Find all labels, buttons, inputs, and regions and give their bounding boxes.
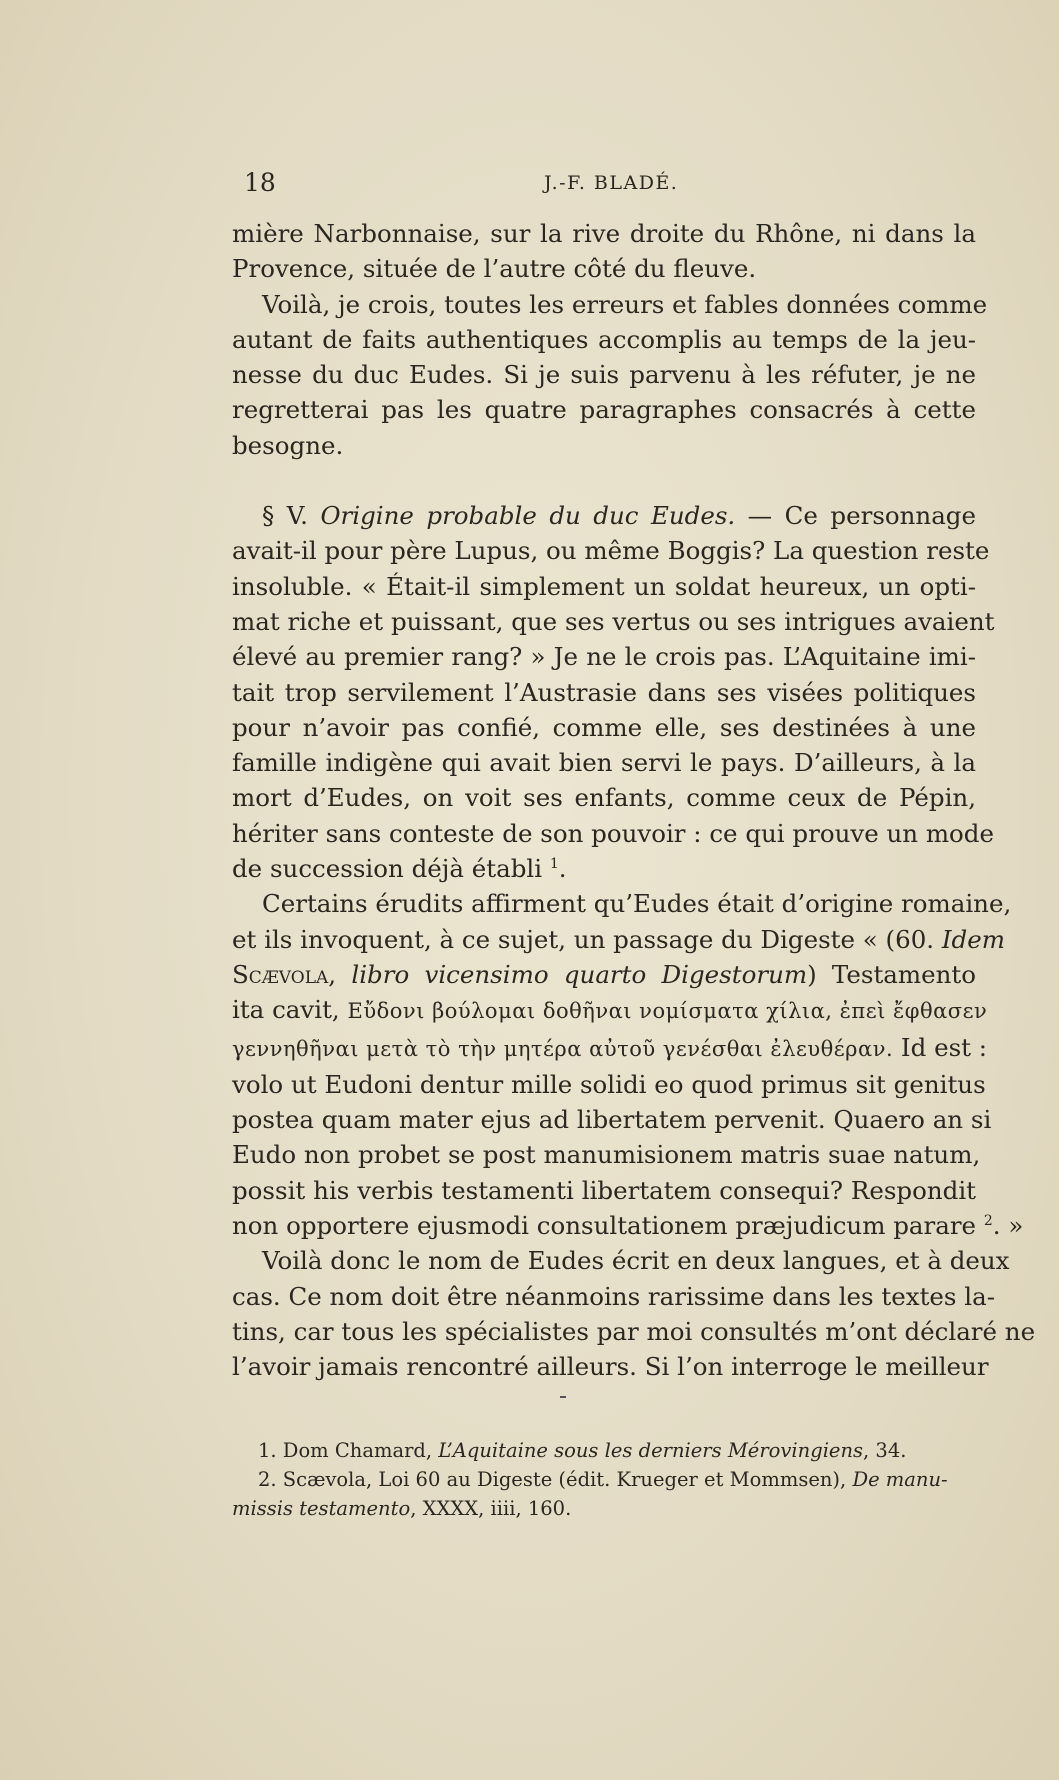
- work-title-italic: De manu-: [852, 1468, 948, 1491]
- text-line: mort d’Eudes, on voit ses enfants, comme ceux de Pépin,: [232, 783, 976, 813]
- text-line: besogne.: [232, 430, 344, 460]
- text-line: regretterai pas les quatre paragraphes consacrés à cette: [232, 395, 976, 425]
- section-title: Origine probable du duc Eudes.: [320, 501, 736, 531]
- author-smallcaps: Scævola: [232, 959, 329, 989]
- text-fragment: . »: [992, 1211, 1024, 1241]
- text-line: insoluble. « Était-il simplement un soldat heureux, un opti-: [232, 571, 976, 601]
- section-v-paragraph: [232, 498, 995, 886]
- book-title-italic: L’Aquitaine sous les derniers Mérovingiens: [438, 1439, 864, 1462]
- text-line: cas. Ce nom doit être néanmoins rarissime dans les textes la-: [232, 1281, 996, 1311]
- latin-italic: libro vicensimo quarto Digestorum: [351, 959, 808, 989]
- running-head: J.-F. BLADÉ.: [544, 172, 679, 194]
- text-line: avait-il pour père Lupus, ou même Boggis? La question reste: [232, 536, 990, 566]
- text-line: [232, 992, 988, 1029]
- text-line: volo ut Eudoni dentur mille solidi eo quod primus sit genitus: [232, 1069, 986, 1099]
- text-line: Provence, située de l’autre côté du fleuve.: [232, 254, 757, 284]
- footnote-separator: [560, 1396, 566, 1398]
- text-line: postea quam mater ejus ad libertatem pervenit. Quaero an si: [232, 1105, 992, 1135]
- paragraph-2: [232, 287, 988, 463]
- greek-text: Εὔδονι βούλομαι δοθῆναι νομίσματα χίλια, ἐπεὶ ἔφθασεν: [347, 999, 988, 1024]
- page-number: 18: [244, 168, 276, 197]
- text-line: Voilà donc le nom de Eudes écrit en deux langues, et à deux: [262, 1246, 1010, 1276]
- text-line: autant de faits authentiques accomplis au temps de la jeu-: [232, 324, 976, 354]
- text-line: mière Narbonnaise, sur la rive droite du Rhône, ni dans la: [232, 219, 976, 248]
- text-line: Voilà, je crois, toutes les erreurs et fables données comme: [262, 289, 988, 319]
- work-title-italic: missis testamento: [232, 1497, 411, 1520]
- text-fragment: — Ce personnage: [735, 501, 976, 531]
- footnotes: [232, 1436, 976, 1523]
- body-text: [232, 216, 1036, 1385]
- latin-italic: Idem: [941, 924, 1005, 954]
- text-line: hériter sans conteste de son pouvoir : ce qui prouve un mode: [232, 818, 994, 848]
- text-line: famille indigène qui avait bien servi le pays. D’ailleurs, à la: [232, 748, 976, 778]
- text-fragment: .: [558, 854, 567, 884]
- footnote-ref-2[interactable]: 2: [983, 1212, 993, 1229]
- text-line: [232, 851, 976, 886]
- text-line: mat riche et puissant, que ses vertus ou ses intrigues avaient: [232, 606, 995, 636]
- text-line: tins, car tous les spécialistes par moi consultés m’ont déclaré ne: [232, 1316, 1036, 1346]
- footnote-2: [232, 1465, 976, 1494]
- text-line: [232, 498, 976, 533]
- greek-text: γεννηθῆναι μετὰ τὸ τὴν μητέρα αὐτοῦ γενέσθαι ἐλευθέραν.: [232, 1036, 894, 1061]
- text-line: possit his verbis testamenti libertatem consequi? Respondit: [232, 1175, 976, 1205]
- text-line: [232, 1208, 1024, 1243]
- text-fragment: , XXXX, iiii, 160.: [410, 1497, 572, 1520]
- text-line: élevé au premier rang? » Je ne le crois pas. L’Aquitaine imi-: [232, 642, 976, 672]
- text-fragment: , 34.: [863, 1439, 907, 1462]
- text-line: Certains érudits affirment qu’Eudes était d’origine romaine,: [262, 889, 1012, 919]
- paragraph-1: [232, 216, 976, 287]
- footnote-1: [232, 1436, 976, 1465]
- footnote-number: 2.: [258, 1468, 277, 1491]
- text-fragment: et ils invoquent, à ce sujet, un passage du Digeste « (60.: [232, 924, 942, 954]
- text-fragment: de succession déjà établi: [232, 854, 543, 884]
- paragraph-5: [232, 1243, 1036, 1384]
- text-fragment: non opportere ejusmodi consultationem præjudicum parare: [232, 1211, 977, 1241]
- text-line: [232, 922, 1005, 957]
- text-fragment: Id est :: [893, 1032, 988, 1062]
- text-fragment: ,: [328, 959, 352, 989]
- text-fragment: Dom Chamard,: [276, 1439, 439, 1462]
- text-fragment: ita cavit,: [232, 995, 348, 1025]
- paragraph-4: [232, 886, 1024, 1243]
- text-line: [232, 1030, 988, 1067]
- text-fragment: ) Testamento: [807, 959, 976, 989]
- text-line: l’avoir jamais rencontré ailleurs. Si l’on interroge le meilleur: [232, 1352, 989, 1382]
- text-line: tait trop servilement l’Austrasie dans ses visées politiques: [232, 677, 976, 707]
- section-number: § V.: [262, 501, 321, 531]
- footnote-ref-1[interactable]: 1: [549, 855, 559, 872]
- text-line: Eudo non probet se post manumisionem matris suae natum,: [232, 1140, 981, 1170]
- page-header: [244, 168, 974, 208]
- text-line: pour n’avoir pas confié, comme elle, ses destinées à une: [232, 712, 976, 742]
- footnote-2-continued: [232, 1494, 976, 1523]
- text-fragment: Scævola, Loi 60 au Digeste (édit. Krueger et Mommsen),: [276, 1468, 853, 1491]
- text-line: nesse du duc Eudes. Si je suis parvenu à les réfuter, je ne: [232, 360, 976, 390]
- footnote-number: 1.: [258, 1439, 277, 1462]
- text-line: [232, 957, 976, 992]
